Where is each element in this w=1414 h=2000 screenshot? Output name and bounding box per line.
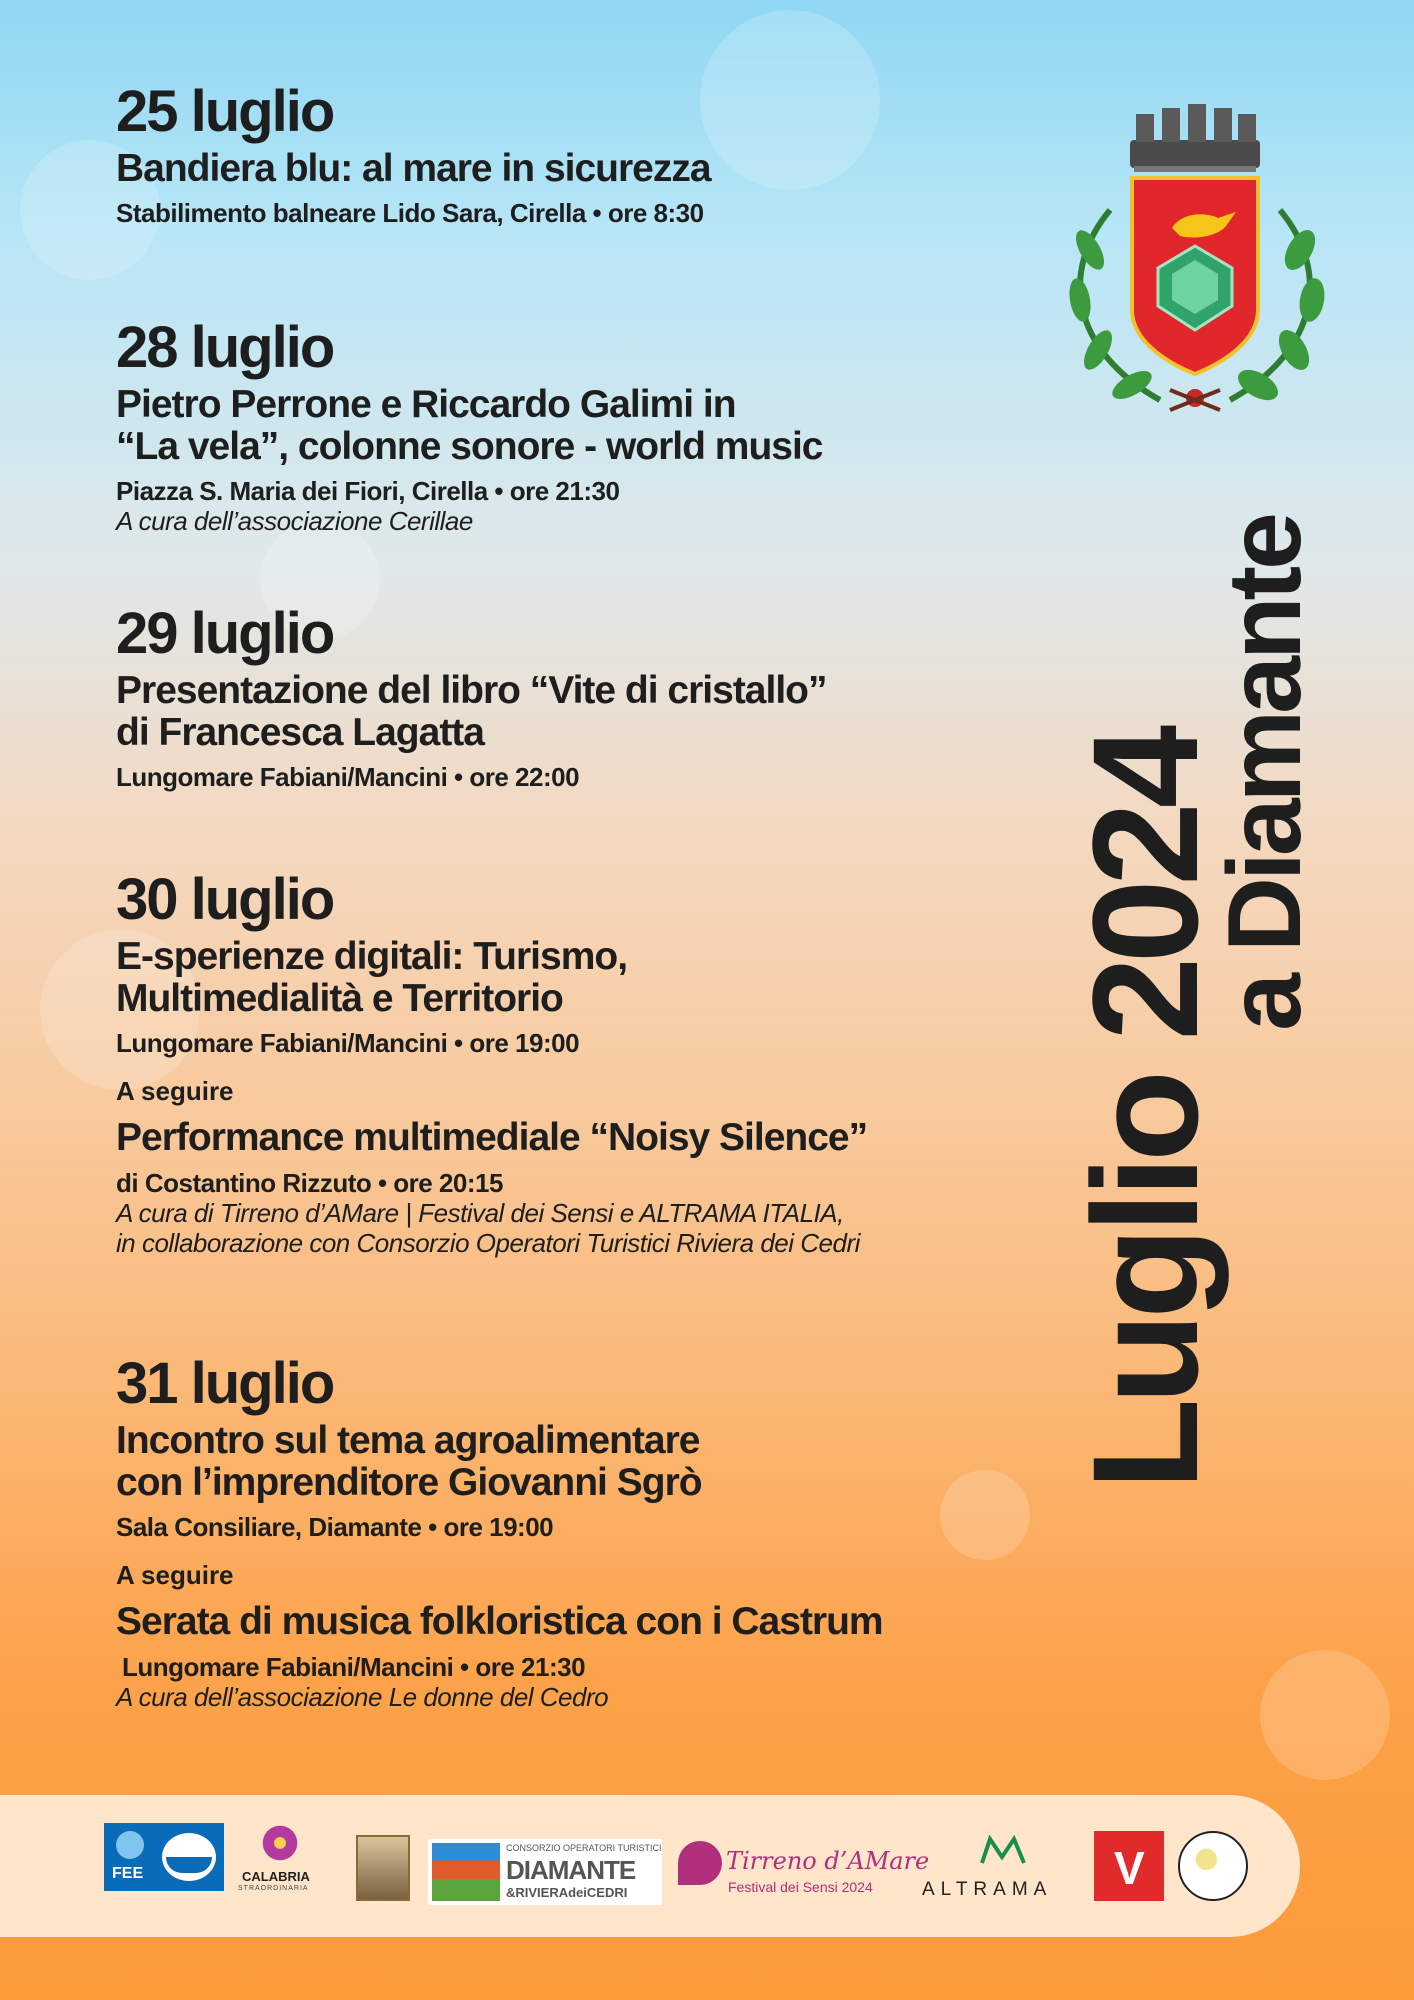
fee-label: FEE [112, 1865, 144, 1882]
calabria-sub-label: STRAORDINARIA [238, 1885, 309, 1892]
event-date: 30 luglio [116, 867, 334, 932]
tirreno-sub-label: Festival dei Sensi 2024 [728, 1879, 873, 1895]
headline-sub: a Diamante [1207, 516, 1323, 1031]
sponsor-bar [0, 1795, 1300, 1937]
v-logo [1094, 1831, 1164, 1901]
heart-wave-icon [678, 1841, 722, 1885]
event-title: Incontro sul tema agroalimentare con l’imprenditore Giovanni Sgrò [116, 1419, 702, 1504]
decor-bubble [1260, 1650, 1390, 1780]
event-date: 29 luglio [116, 601, 334, 666]
municipal-crest-icon [1050, 100, 1340, 430]
tirreno-main-label: Tirreno d’AMare [726, 1847, 930, 1875]
consorzio-top-label: CONSORZIO OPERATORI TURISTICI [506, 1843, 662, 1853]
event-follow-label: A seguire [116, 1076, 234, 1106]
headline [1061, 510, 1323, 1490]
event-30-luglio [116, 868, 1016, 1258]
fee-logo [104, 1823, 224, 1891]
event-place: Piazza S. Maria dei Fiori, Cirella • ore 21:30 [116, 476, 620, 506]
event-sub-credit: A cura dell’associazione Le donne del Cedro [116, 1682, 609, 1712]
altrama-label: ALTRAMA [922, 1879, 1053, 1900]
event-credit: A cura dell’associazione Cerillae [116, 506, 473, 536]
event-sub-title: Serata di musica folkloristica con i Castrum [116, 1600, 883, 1643]
landscape-icon [432, 1843, 500, 1901]
altrama-mark-icon [978, 1835, 1028, 1865]
event-sub-title: Performance multimediale “Noisy Silence” [116, 1116, 868, 1159]
calabria-label: CALABRIA [242, 1869, 310, 1884]
association-badge [356, 1835, 410, 1901]
v-logo-label: V [1114, 1842, 1145, 1894]
headline-main: Luglio 2024 [1061, 730, 1229, 1490]
event-28-luglio [116, 316, 1016, 536]
event-title: Bandiera blu: al mare in sicurezza [116, 147, 711, 190]
event-place: Stabilimento balneare Lido Sara, Cirella • ore 8:30 [116, 198, 704, 228]
flower-icon [260, 1823, 300, 1863]
consorzio-logo [428, 1839, 662, 1905]
event-sub-place: Lungomare Fabiani/Mancini • ore 21:30 [122, 1652, 586, 1682]
event-date: 25 luglio [116, 79, 334, 144]
event-sub-credit: A cura di Tirreno d’AMare | Festival dei Sensi e ALTRAMA ITALIA, in collaborazione con Consorzio Operatori Turistici Riviera dei Cedri [116, 1198, 860, 1258]
event-place: Lungomare Fabiani/Mancini • ore 19:00 [116, 1028, 580, 1058]
event-follow-label: A seguire [116, 1560, 234, 1590]
event-date: 28 luglio [116, 315, 334, 380]
event-title: Presentazione del libro “Vite di cristallo” di Francesca Lagatta [116, 669, 827, 754]
globe-icon [116, 1831, 144, 1859]
event-title: E-sperienze digitali: Turismo, Multimedialità e Territorio [116, 935, 628, 1020]
event-sub-place: di Costantino Rizzuto • ore 20:15 [116, 1168, 503, 1198]
event-title: Pietro Perrone e Riccardo Galimi in “La vela”, colonne sonore - world music [116, 383, 823, 468]
event-place: Sala Consiliare, Diamante • ore 19:00 [116, 1512, 554, 1542]
event-25-luglio [116, 80, 1016, 228]
tirreno-logo [676, 1835, 930, 1905]
altrama-logo [920, 1835, 1090, 1905]
calabria-logo [238, 1823, 314, 1903]
event-date: 31 luglio [116, 1351, 334, 1416]
event-29-luglio [116, 602, 1016, 792]
consorzio-sub-label: &RIVIERAdeiCEDRI [506, 1885, 628, 1900]
event-31-luglio [116, 1352, 1016, 1712]
event-place: Lungomare Fabiani/Mancini • ore 22:00 [116, 762, 580, 792]
consorzio-main-label: DIAMANTE [506, 1855, 636, 1885]
round-logo-icon [1178, 1831, 1248, 1901]
